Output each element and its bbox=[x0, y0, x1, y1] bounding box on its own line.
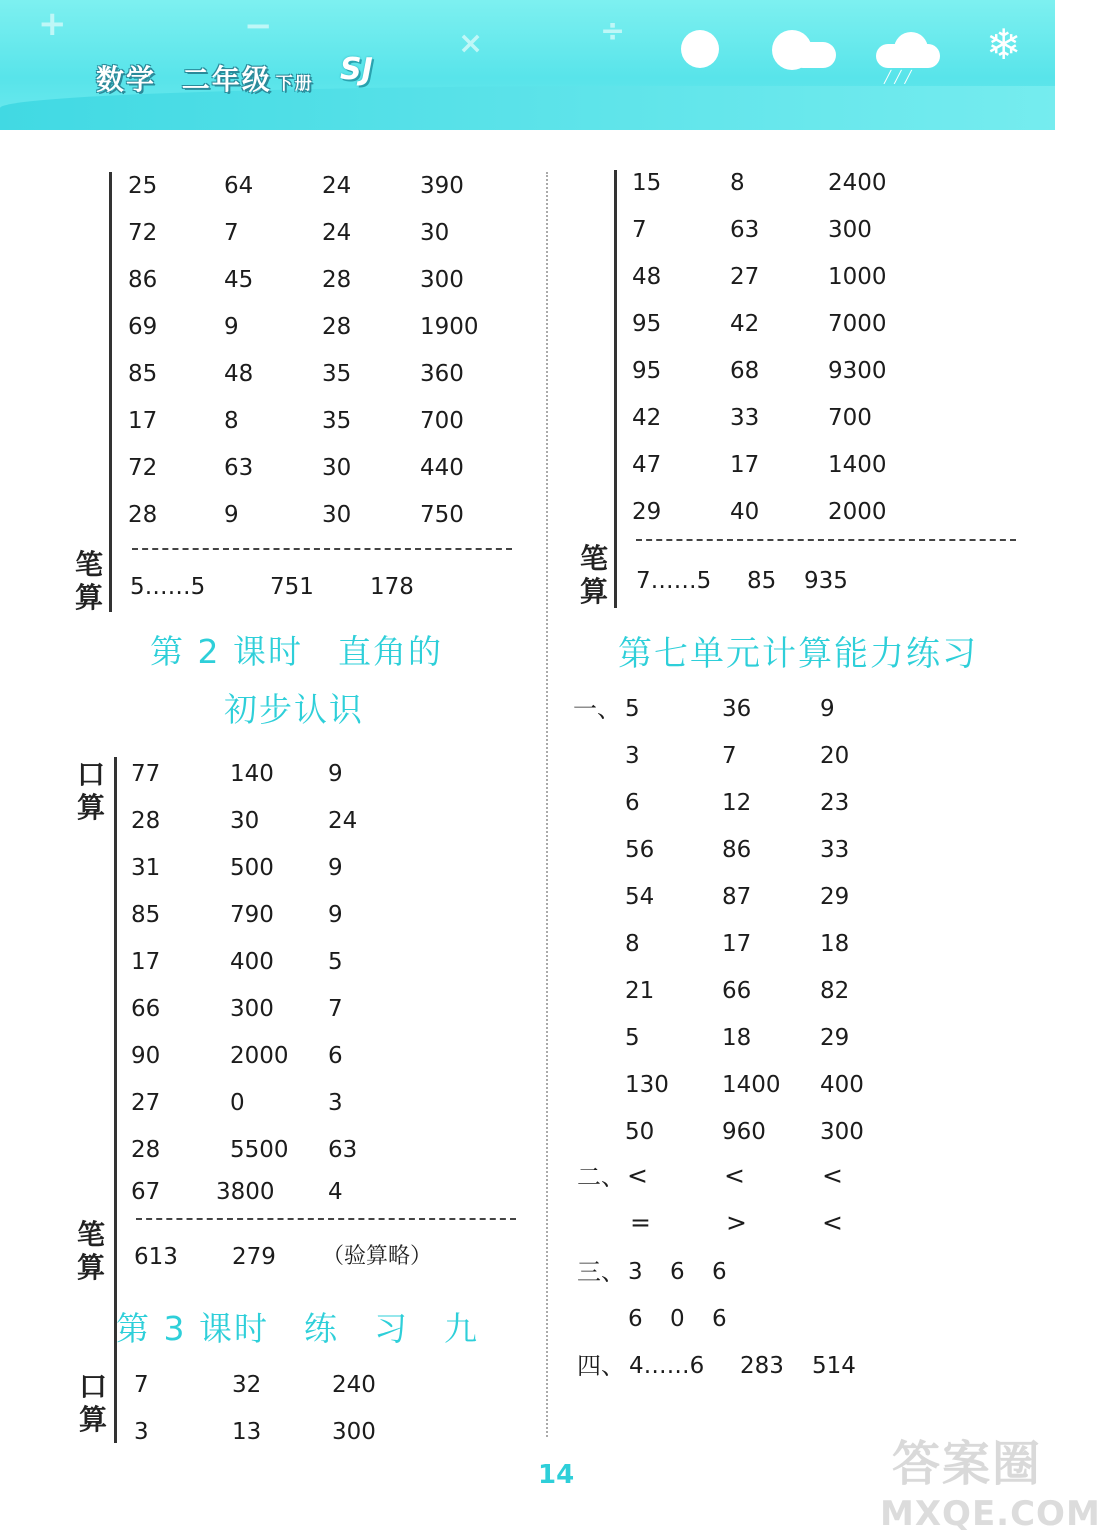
vertical-bar bbox=[109, 172, 112, 612]
cell: 9 bbox=[224, 502, 239, 528]
plus-icon: + bbox=[38, 4, 67, 44]
publisher-logo: SJ bbox=[340, 52, 373, 87]
cell: 17 bbox=[131, 949, 161, 975]
cell: 3 bbox=[328, 1090, 343, 1116]
cell: 7000 bbox=[828, 311, 887, 337]
volume-text: 下册 bbox=[275, 74, 314, 94]
cell: 6 bbox=[712, 1306, 727, 1332]
written-answer: 5……5 bbox=[130, 574, 206, 600]
cell: 7 bbox=[632, 217, 647, 243]
cell: 35 bbox=[322, 361, 352, 387]
oral-calc-label: 口算 bbox=[78, 1370, 107, 1436]
cell: 85 bbox=[131, 902, 161, 928]
cell: 28 bbox=[128, 502, 158, 528]
cell: 7 bbox=[722, 743, 737, 769]
cell: 33 bbox=[730, 405, 760, 431]
written-calc-label: 笔算 bbox=[74, 548, 103, 614]
cell: 77 bbox=[131, 761, 161, 787]
cell: 1400 bbox=[722, 1072, 781, 1098]
cell: 31 bbox=[131, 855, 161, 881]
cell: 8 bbox=[730, 170, 745, 196]
section-title: 第七单元计算能力练习 bbox=[618, 634, 978, 674]
sun-icon bbox=[681, 30, 719, 68]
cell: 12 bbox=[722, 790, 752, 816]
dashed-separator bbox=[636, 539, 1016, 541]
cell: 50 bbox=[625, 1119, 655, 1145]
comparison-sign: = bbox=[630, 1208, 651, 1237]
cell: 29 bbox=[820, 884, 850, 910]
cell: 68 bbox=[730, 358, 760, 384]
cell: 4 bbox=[328, 1179, 343, 1205]
cell: 30 bbox=[420, 220, 450, 246]
cell: 15 bbox=[632, 170, 662, 196]
cell: 36 bbox=[722, 696, 752, 722]
page-number: 14 bbox=[538, 1460, 575, 1490]
written-calc-label: 笔算 bbox=[579, 542, 608, 608]
cell: 86 bbox=[128, 267, 158, 293]
cell: 45 bbox=[224, 267, 254, 293]
cell: 48 bbox=[224, 361, 254, 387]
cell: 283 bbox=[740, 1353, 784, 1379]
cell: 24 bbox=[322, 173, 352, 199]
watermark-url: MXQE.COM bbox=[880, 1494, 1101, 1534]
cell: 500 bbox=[230, 855, 274, 881]
oral-calc-label: 口算 bbox=[76, 758, 105, 824]
cell: 6 bbox=[670, 1259, 685, 1285]
comparison-sign: < bbox=[822, 1161, 843, 1190]
written-answer: 85 bbox=[747, 568, 777, 594]
cell: 24 bbox=[322, 220, 352, 246]
cell: 69 bbox=[128, 314, 158, 340]
cell: 42 bbox=[632, 405, 662, 431]
cell: 17 bbox=[722, 931, 752, 957]
part-label: 三、 bbox=[577, 1258, 625, 1286]
cell: 28 bbox=[322, 267, 352, 293]
cell: 66 bbox=[722, 978, 752, 1004]
written-answer: 751 bbox=[270, 574, 314, 600]
cell: 5 bbox=[328, 949, 343, 975]
comparison-sign: < bbox=[724, 1161, 745, 1190]
cell: 29 bbox=[820, 1025, 850, 1051]
cell: 17 bbox=[128, 408, 158, 434]
cell: 0 bbox=[230, 1090, 245, 1116]
section-title-line2: 初步认识 bbox=[224, 690, 364, 729]
cell: 63 bbox=[328, 1137, 358, 1163]
cell: 42 bbox=[730, 311, 760, 337]
cell: 5500 bbox=[230, 1137, 289, 1163]
cell: 440 bbox=[420, 455, 464, 481]
dashed-separator bbox=[136, 1218, 516, 1220]
cell: 960 bbox=[722, 1119, 766, 1145]
cell: 360 bbox=[420, 361, 464, 387]
grade-text: 二年级 bbox=[181, 63, 272, 96]
cell: 27 bbox=[131, 1090, 161, 1116]
cell: 63 bbox=[730, 217, 760, 243]
cell: 7 bbox=[134, 1372, 149, 1398]
cell: 700 bbox=[420, 408, 464, 434]
part-label: 四、 bbox=[577, 1352, 625, 1380]
cell: 300 bbox=[230, 996, 274, 1022]
cell: 6 bbox=[712, 1259, 727, 1285]
cell: 1000 bbox=[828, 264, 887, 290]
cell: 9 bbox=[328, 902, 343, 928]
cell: 790 bbox=[230, 902, 274, 928]
cell: 2000 bbox=[828, 499, 887, 525]
cell: 13 bbox=[232, 1419, 262, 1445]
cell: 82 bbox=[820, 978, 850, 1004]
cell: 18 bbox=[722, 1025, 752, 1051]
cell: 9 bbox=[328, 855, 343, 881]
cell: 140 bbox=[230, 761, 274, 787]
cell: 3800 bbox=[216, 1179, 275, 1205]
cell: 750 bbox=[420, 502, 464, 528]
cell: 48 bbox=[632, 264, 662, 290]
cell: 3 bbox=[628, 1259, 643, 1285]
cell: 9 bbox=[328, 761, 343, 787]
section-title: 第 2 课时 直角的 bbox=[150, 632, 443, 671]
cell: 7 bbox=[224, 220, 239, 246]
section-title: 第 3 课时 练 习 九 bbox=[116, 1309, 479, 1348]
cell: 28 bbox=[131, 1137, 161, 1163]
cell: 40 bbox=[730, 499, 760, 525]
watermark-logo: 答案圈 bbox=[892, 1436, 1043, 1492]
written-answer: 7……5 bbox=[636, 568, 712, 594]
cell: 2400 bbox=[828, 170, 887, 196]
cell: 24 bbox=[328, 808, 358, 834]
cell: 87 bbox=[722, 884, 752, 910]
cell: 63 bbox=[224, 455, 254, 481]
cell: 300 bbox=[828, 217, 872, 243]
cell: 300 bbox=[332, 1419, 376, 1445]
written-calc-label: 笔算 bbox=[76, 1218, 105, 1284]
cell: 5 bbox=[625, 1025, 640, 1051]
cell: 54 bbox=[625, 884, 655, 910]
subject-text: 数学 bbox=[96, 63, 157, 96]
cell: 0 bbox=[670, 1306, 685, 1332]
written-answer: 279 bbox=[232, 1244, 276, 1270]
cell: 66 bbox=[131, 996, 161, 1022]
page-header: + − × ÷ 数学 二年级 下册 SJ ╱╱╱ ❄ bbox=[0, 0, 1055, 130]
cell: 8 bbox=[224, 408, 239, 434]
cell: 6 bbox=[628, 1306, 643, 1332]
column-divider bbox=[546, 172, 548, 1437]
cell: 35 bbox=[322, 408, 352, 434]
cell: 7 bbox=[328, 996, 343, 1022]
cell: 28 bbox=[322, 314, 352, 340]
cell: 300 bbox=[820, 1119, 864, 1145]
cell: 300 bbox=[420, 267, 464, 293]
vertical-bar bbox=[614, 170, 617, 608]
minus-icon: − bbox=[244, 6, 273, 46]
cell: 30 bbox=[322, 502, 352, 528]
cell: 514 bbox=[812, 1353, 856, 1379]
cell: 21 bbox=[625, 978, 655, 1004]
cell: 30 bbox=[322, 455, 352, 481]
comparison-sign: < bbox=[627, 1161, 648, 1190]
written-answer: 613 bbox=[134, 1244, 178, 1270]
snowflake-icon: ❄ bbox=[986, 20, 1022, 69]
cell: 20 bbox=[820, 743, 850, 769]
cell: 72 bbox=[128, 220, 158, 246]
cell: 4……6 bbox=[629, 1353, 705, 1379]
cell: 700 bbox=[828, 405, 872, 431]
part-label: 一、 bbox=[573, 695, 621, 723]
cell: 32 bbox=[232, 1372, 262, 1398]
cell: 85 bbox=[128, 361, 158, 387]
cell: 33 bbox=[820, 837, 850, 863]
book-title bbox=[96, 58, 314, 98]
cell: 25 bbox=[128, 173, 158, 199]
cell: 6 bbox=[328, 1043, 343, 1069]
dashed-separator bbox=[132, 548, 512, 550]
cell: 29 bbox=[632, 499, 662, 525]
cell: 240 bbox=[332, 1372, 376, 1398]
times-icon: × bbox=[458, 26, 484, 61]
cell: 30 bbox=[230, 808, 260, 834]
cell: 9 bbox=[820, 696, 835, 722]
cell: 9 bbox=[224, 314, 239, 340]
cell: 3 bbox=[134, 1419, 149, 1445]
cell: 6 bbox=[625, 790, 640, 816]
written-answer: 935 bbox=[804, 568, 848, 594]
cell: 67 bbox=[131, 1179, 161, 1205]
cell: 17 bbox=[730, 452, 760, 478]
comparison-sign: < bbox=[822, 1208, 843, 1237]
cell: 130 bbox=[625, 1072, 669, 1098]
cell: 1900 bbox=[420, 314, 479, 340]
cell: 18 bbox=[820, 931, 850, 957]
cell: 3 bbox=[625, 743, 640, 769]
cell: 400 bbox=[230, 949, 274, 975]
cell: 5 bbox=[625, 696, 640, 722]
cell: 90 bbox=[131, 1043, 161, 1069]
cell: 72 bbox=[128, 455, 158, 481]
part-label: 二、 bbox=[577, 1163, 625, 1191]
cell: 86 bbox=[722, 837, 752, 863]
comparison-sign: > bbox=[726, 1208, 747, 1237]
cell: 1400 bbox=[828, 452, 887, 478]
cell: 28 bbox=[131, 808, 161, 834]
cell: 95 bbox=[632, 358, 662, 384]
cell: 9300 bbox=[828, 358, 887, 384]
cell: 2000 bbox=[230, 1043, 289, 1069]
cell: 390 bbox=[420, 173, 464, 199]
cell: 23 bbox=[820, 790, 850, 816]
cell: 47 bbox=[632, 452, 662, 478]
written-answer: 178 bbox=[370, 574, 414, 600]
written-answer: （验算略） bbox=[322, 1244, 433, 1269]
cell: 95 bbox=[632, 311, 662, 337]
cell: 27 bbox=[730, 264, 760, 290]
divide-icon: ÷ bbox=[600, 14, 626, 49]
cell: 400 bbox=[820, 1072, 864, 1098]
cell: 64 bbox=[224, 173, 254, 199]
cell: 8 bbox=[625, 931, 640, 957]
cell: 56 bbox=[625, 837, 655, 863]
